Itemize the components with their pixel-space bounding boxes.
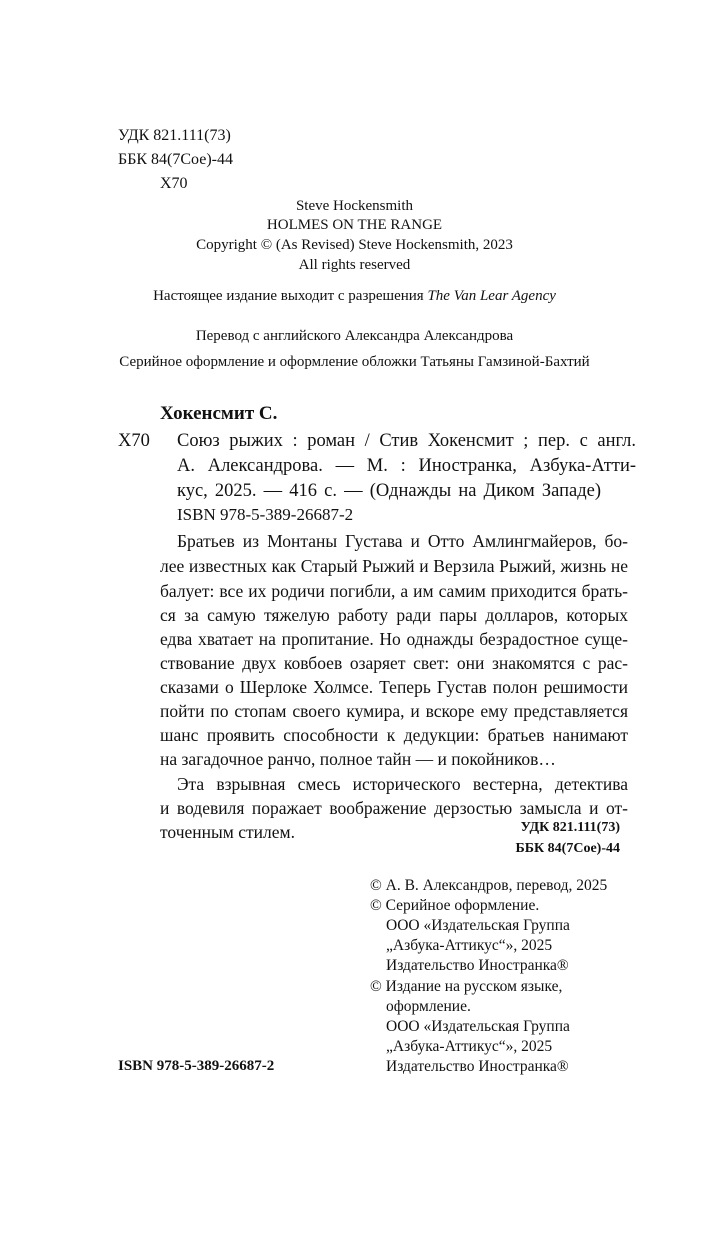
copyright-line: „Азбука-Аттикус“», 2025 xyxy=(386,1038,553,1055)
bbk-code: ББК 84(7Сое)-44 xyxy=(118,151,233,168)
annotation-line: пойти по стопам своего кумира, и вскоре ему представляется xyxy=(160,701,628,721)
permission-text: Настоящее издание выходит с разрешения xyxy=(153,288,424,304)
rights-reserved: All rights reserved xyxy=(298,257,411,273)
copyright-line: © Издание на русском языке, xyxy=(370,978,563,995)
footer-isbn: ISBN 978-5-389-26687-2 xyxy=(118,1058,275,1074)
copyright-line: © Серийное оформление. xyxy=(370,897,540,914)
copyright-line: „Азбука-Аттикус“», 2025 xyxy=(386,937,553,954)
annotation-line: Братьев из Монтаны Густава и Отто Амлингмайеров, бо- xyxy=(177,531,628,551)
footer-bbk: ББК 84(7Сое)-44 xyxy=(515,841,620,856)
permission-agency: The Van Lear Agency xyxy=(427,288,556,304)
original-copyright: Copyright © (As Revised) Steve Hockensmith, 2023 xyxy=(196,237,513,253)
udk-code: УДК 821.111(73) xyxy=(118,127,231,144)
annotation-line: сказами о Шерлоке Холмсе. Теперь Густав полон решимости xyxy=(160,677,628,697)
original-title: HOLMES ON THE RANGE xyxy=(266,217,443,233)
annotation-line: и водевиля поражает воображение дерзостью замысла и от- xyxy=(160,798,628,818)
copyright-line: © А. В. Александров, перевод, 2025 xyxy=(370,877,608,894)
translation-credit: Перевод с английского Александра Александрова xyxy=(195,328,514,344)
copyright-line: ООО «Издательская Группа xyxy=(386,917,570,934)
catalog-mark: Х70 xyxy=(118,431,150,451)
catalog-heading: Хокенсмит С. xyxy=(160,403,278,424)
annotation-line: едва хватает на пропитание. Но однажды безрадостное суще- xyxy=(160,629,628,649)
footer-udk: УДК 821.111(73) xyxy=(520,820,620,835)
copyright-line: оформление. xyxy=(386,998,471,1015)
catalog-line: Союз рыжих : роман / Стив Хокенсмит ; пер. с англ. xyxy=(177,431,636,451)
annotation-line: Эта взрывная смесь исторического вестерна, детектива xyxy=(177,774,628,794)
copyright-line: Издательство Иностранка® xyxy=(386,957,569,974)
annotation-line: ствование двух ковбоев озаряет свет: они знакомятся с рас- xyxy=(160,653,628,673)
annotation-line: балует: все их родичи погибли, а им самим приходится брать- xyxy=(160,581,628,601)
original-author: Steve Hockensmith xyxy=(295,198,414,214)
design-credit: Серийное оформление и оформление обложки Татьяны Гамзиной-Бахтий xyxy=(119,354,590,370)
annotation-line: ся за самую тяжелую работу ради пары долларов, которых xyxy=(160,605,628,625)
copyright-line: Издательство Иностранка® xyxy=(386,1058,569,1075)
annotation-line: шанс проявить способности к дедукции: братьев нанимают xyxy=(160,725,628,745)
author-mark: Х70 xyxy=(160,175,188,192)
permission-line xyxy=(0,286,709,306)
catalog-isbn: ISBN 978-5-389-26687-2 xyxy=(177,505,354,524)
annotation-line: на загадочное ранчо, полное тайн — и покойников… xyxy=(160,749,556,769)
catalog-line: кус, 2025. — 416 с. — (Однажды на Диком Западе) xyxy=(177,481,601,501)
catalog-line: А. Александрова. — М. : Иностранка, Азбука-Атти- xyxy=(177,456,636,476)
annotation-line: лее известных как Старый Рыжий и Верзила Рыжий, жизнь не xyxy=(160,556,628,576)
annotation-line: точенным стилем. xyxy=(160,822,295,842)
copyright-line: ООО «Издательская Группа xyxy=(386,1018,570,1035)
